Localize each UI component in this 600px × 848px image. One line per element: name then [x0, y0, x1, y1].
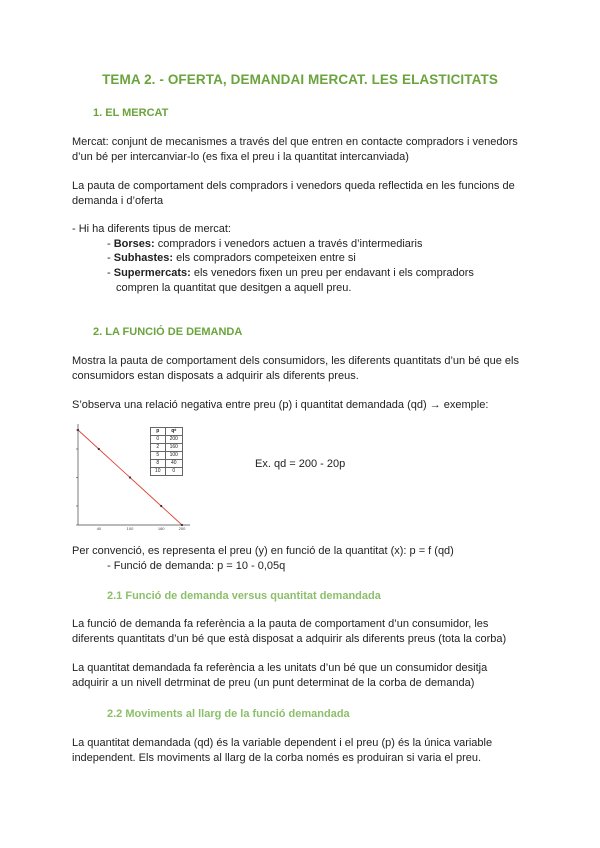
table-row: [151, 460, 183, 468]
table-cell: 0: [165, 468, 182, 476]
demand-table: [150, 427, 183, 476]
paragraph-quantitat-demandada: La quantitat demandada fa referència a les unitats d’un bé que un consumidor desitja adquirir a un nivell detrminat de preu (un punt determinat de la corba de demanda): [72, 662, 488, 689]
data-point: [129, 476, 131, 478]
x-tick-label: 160: [157, 526, 165, 531]
table-row: [151, 452, 183, 460]
list-item-subhastes: - Subhastes: els compradors competeixen entre si: [107, 252, 356, 264]
table-header-row: [151, 428, 183, 436]
subheading-funcio-vs-quantitat: 2.1 Funció de demanda versus quantitat demandada: [107, 590, 381, 602]
x-tick-label: 200: [178, 526, 186, 531]
paragraph-relacio-negativa: S’observa una relació negativa entre preu (p) i quantitat demandada (qd) → exemple:: [72, 399, 489, 411]
data-point: [98, 448, 100, 450]
paragraph-pauta: La pauta de comportament dels compradors i venedors queda reflectida en les funcions de demanda i d’oferta: [72, 180, 515, 207]
paragraph-demanda-intro: Mostra la pauta de comportament dels consumidors, les diferents quantitats d’un bé que els consumidors estan disposats a adquirir als diferents preus.: [72, 355, 519, 382]
data-point: [160, 505, 162, 507]
table-cell: 160: [165, 444, 182, 452]
section-heading-mercat: 1. EL MERCAT: [93, 107, 169, 119]
list-item-supermercats: - Supermercats: els venedors fixen un preu per endavant i els compradors: [107, 267, 474, 279]
table-cell: 5: [151, 452, 166, 460]
table-header-cell: qᵈ: [165, 428, 182, 436]
section-heading-funcio-demanda: 2. LA FUNCIÓ DE DEMANDA: [93, 326, 243, 338]
table-cell: 2: [151, 444, 166, 452]
table-cell: 200: [165, 436, 182, 444]
x-tick-label: 40: [96, 526, 102, 531]
table-cell: 10: [151, 468, 166, 476]
table-row: [151, 444, 183, 452]
table-row: [151, 468, 183, 476]
table-header-cell: p: [151, 428, 166, 436]
list-item-borses: - Borses: compradors i venedors actuen a través d’intermediaris: [107, 238, 423, 250]
demand-function: - Funció de demanda: p = 10 - 0,05q: [107, 560, 286, 572]
list-intro: - Hi ha diferents tipus de mercat:: [72, 223, 231, 235]
paragraph-funcio-demanda: La funció de demanda fa referència a la pauta de comportament d’un consumidor, les diferents quantitats d’un bé que està disposat a adquirir als diferents preus (tota la corba): [72, 618, 507, 645]
table-row: [151, 436, 183, 444]
table-cell: 40: [165, 460, 182, 468]
table-cell: 0: [151, 436, 166, 444]
example-equation: Ex. qd = 200 - 20p: [255, 458, 346, 470]
paragraph-convencio: Per convenció, es representa el preu (y) en funció de la quantitat (x): p = f (qd): [72, 545, 454, 557]
page-title: TEMA 2. - OFERTA, DEMANDAI MERCAT. LES ELASTICITATS: [102, 72, 498, 87]
paragraph-mercat-definition: Mercat: conjunt de mecanismes a través del que entren en contacte compradors i venedors d’un bé per intercanviar-lo (es fixa el preu i la quantitat intercanviada): [72, 136, 518, 163]
paragraph-moviments: La quantitat demandada (qd) és la variable dependent i el preu (p) és la única variable independent. Els moviments al llarg de la corba només es produiran si varia el preu.: [72, 737, 493, 764]
table-cell: 8: [151, 460, 166, 468]
x-tick-label: 100: [126, 526, 134, 531]
list-item-supermercats-cont: compren la quantitat que desitgen a aquell preu.: [116, 282, 352, 294]
table-cell: 100: [165, 452, 182, 460]
demand-table-grid: [150, 427, 183, 476]
subheading-moviments: 2.2 Moviments al llarg de la funció demandada: [107, 708, 350, 720]
